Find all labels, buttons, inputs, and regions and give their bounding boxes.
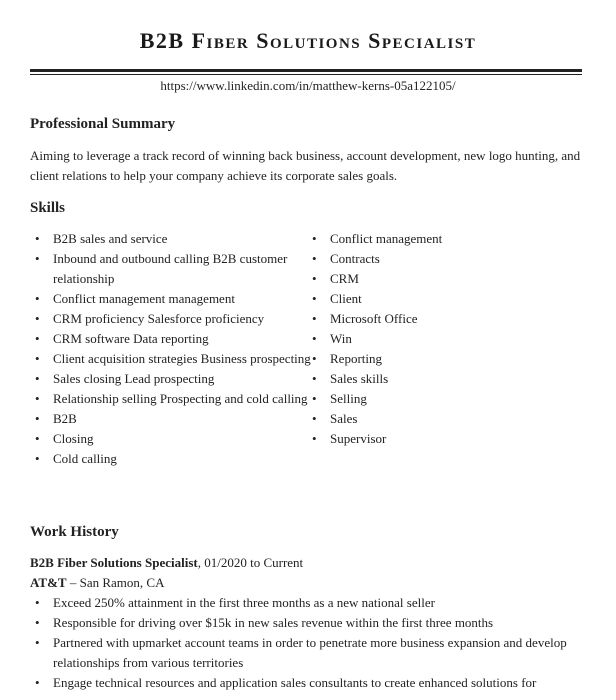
skills-list-left [31,229,313,469]
skill-item: • Selling [308,389,578,409]
resume-name: B2B Fiber Solutions Specialist [139,28,477,53]
work-bullets [31,593,591,693]
skill-item: • Contracts [308,249,578,269]
skill-item: • Microsoft Office [308,309,578,329]
skill-item: • Reporting [308,349,578,369]
skill-item: • Inbound and outbound calling B2B customer relationship [31,249,313,289]
skill-item: • Conflict management [308,229,578,249]
employer-name: AT&T [30,575,67,590]
skill-item: • Closing [31,429,313,449]
summary-text: Aiming to leverage a track record of winning back business, account development, new logo hunting, and client relations to help your company achieve its corporate sales goals. [30,148,581,183]
skill-item: • Relationship selling Prospecting and cold calling [31,389,313,409]
employer-location: – San Ramon, CA [66,575,165,590]
skill-item: • Sales [308,409,578,429]
skill-item: • CRM software Data reporting [31,329,313,349]
skill-item: • B2B [31,409,313,429]
work-bullet: • Partnered with upmarket account teams in order to penetrate more business expansion and develop relationships from various territories [31,633,591,673]
skills-heading: Skills [30,200,66,216]
job-dates: , 01/2020 to Current [197,555,304,570]
header-rule-thin [30,74,582,75]
skill-item: • Supervisor [308,429,578,449]
work-bullet: • Engage technical resources and application sales consultants to create enhanced solutions for [31,673,591,693]
work-heading: Work History [30,524,119,540]
skill-item: • Sales closing Lead prospecting [31,369,313,389]
skill-item: • Client acquisition strategies Business prospecting [31,349,313,369]
skill-item: • Win [308,329,578,349]
work-bullet: • Exceed 250% attainment in the first three months as a new national seller [31,593,591,613]
job-title-line [30,555,303,571]
work-bullet: • Responsible for driving over $15k in new sales revenue within the first three months [31,613,591,633]
summary-heading: Professional Summary [30,116,176,132]
skill-item: • CRM proficiency Salesforce proficiency [31,309,313,329]
skill-item: • B2B sales and service [31,229,313,249]
skill-item: • Cold calling [31,449,313,469]
linkedin-link[interactable]: https://www.linkedin.com/in/matthew-kerns-05a122105/ [160,78,456,93]
skill-item: • CRM [308,269,578,289]
skill-item: • Client [308,289,578,309]
skill-item: • Conflict management management [31,289,313,309]
job-title: B2B Fiber Solutions Specialist [30,555,198,570]
skills-list-right [308,229,578,449]
skill-item: • Sales skills [308,369,578,389]
employer-line [30,575,164,591]
header-rule-thick [30,69,582,72]
